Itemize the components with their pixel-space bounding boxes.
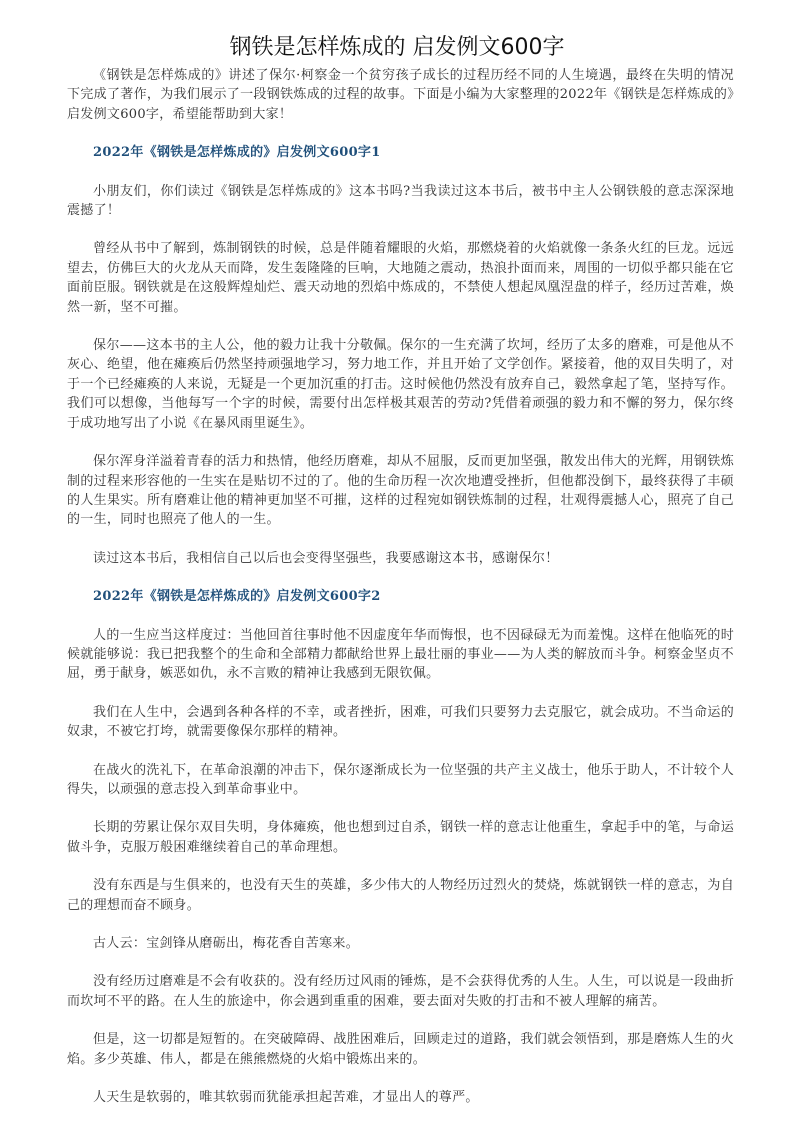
paragraph: 小朋友们，你们读过《钢铁是怎样炼成的》这本书吗?当我读过这本书后，被书中主人公钢铁般的意志深深地震撼了！ [67,183,734,219]
section-heading: 2022年《钢铁是怎样炼成的》启发例文600字2 [93,589,381,605]
document-body [67,66,734,1126]
paragraph: 保尔——这本书的主人公，他的毅力让我十分敬佩。保尔的一生充满了坎坷，经历了太多的磨难，可是他从不灰心、绝望，他在瘫痪后仍然坚持顽强地学习，努力地工作，并且开始了文学创作。紧接着，他的双目失明了，对于一个已经瘫痪的人来说，无疑是一个更加沉重的打击。这时候他仍然没有放弃自己，毅然拿起了笔，坚持写作。我们可以想像，当他每写一个字的时候，需要付出怎样极其艰苦的劳动?凭借着顽强的毅力和不懈的努力，保尔终于成功地写出了小说《在暴风雨里诞生》。 [67,338,734,431]
paragraph: 没有东西是与生俱来的，也没有天生的英雄，多少伟大的人物经历过烈火的焚烧，炼就钢铁一样的意志，为自己的理想而奋不顾身。 [67,878,734,913]
paragraph: 人天生是软弱的，唯其软弱而犹能承担起苦难，才显出人的尊严。 [93,1090,479,1106]
intro-paragraph: 《钢铁是怎样炼成的》讲述了保尔·柯察金一个贫穷孩子成长的过程历经不同的人生境遇，最终在失明的情况下完成了著作，为我们展示了一段钢铁炼成的过程的故事。下面是小编为大家整理的2022年《钢铁是怎样炼成的》启发例文600字，希望能帮助到大家！ [67,68,734,122]
paragraph: 在战火的洗礼下，在革命浪潮的冲击下，保尔逐渐成长为一位坚强的共产主义战士，他乐于助人，不计较个人得失，以顽强的意志投入到革命事业中。 [67,762,734,797]
paragraph: 曾经从书中了解到，炼制钢铁的时候，总是伴随着耀眼的火焰，那燃烧着的火焰就像一条条火红的巨龙。远远望去，仿佛巨大的火龙从天而降，发生轰隆隆的巨响，大地随之震动，热浪扑面而来，周围的一切似乎都只能在它面前臣服。钢铁就是在这般辉煌灿烂、震天动地的烈焰中炼成的，不禁使人想起凤凰涅盘的样子，经历过苦难，焕然一新，坚不可摧。 [67,241,734,315]
paragraph: 但是，这一切都是短暂的。在突破障碍、战胜困难后，回顾走过的道路，我们就会领悟到，那是磨炼人生的火焰。多少英雄、伟人，都是在熊熊燃烧的火焰中锻炼出来的。 [67,1032,734,1067]
section-2 [67,587,734,1107]
paragraph: 古人云：宝剑锋从磨砺出，梅花香自苦寒来。 [93,936,360,951]
paragraph: 长期的劳累让保尔双目失明，身体瘫痪，他也想到过自杀，钢铁一样的意志让他重生，拿起手中的笔，与命运做斗争，克服万般困难继续着自己的革命理想。 [67,820,734,855]
paragraph: 没有经历过磨难是不会有收获的。没有经历过风雨的锤炼，是不会获得优秀的人生。人生，可以说是一段曲折而坎坷不平的路。在人生的旅途中，你会遇到重重的困难，要去面对失败的打击和不被人理解的痛苦。 [67,974,734,1009]
document-title: 钢铁是怎样炼成的 启发例文600字 [229,35,565,60]
section-heading: 2022年《钢铁是怎样炼成的》启发例文600字1 [93,145,381,161]
paragraph: 人的一生应当这样度过：当他回首往事时他不因虚度年华而悔恨，也不因碌碌无为而羞愧。这样在他临死的时候就能够说：我已把我整个的生命和全部精力都献给世界上最壮丽的事业——为人类的解放而斗争。柯察金坚贞不屈，勇于献身，嫉恶如仇，永不言败的精神让我感到无限钦佩。 [67,627,734,682]
section-1 [67,143,734,568]
paragraph: 保尔浑身洋溢着青春的活力和热情，他经历磨难，却从不屈服，反而更加坚强，散发出伟大的光辉，用钢铁炼制的过程来形容他的一生实在是贴切不过的了。他的生命历程一次次地遭受挫折，但他都没倒下，最终获得了丰硕的人生果实。所有磨难让他的精神更加坚不可摧，这样的过程宛如钢铁炼制的过程，壮观得震撼人心，照亮了自己的一生，同时也照亮了他人的一生。 [67,454,734,528]
paragraph: 读过这本书后，我相信自己以后也会变得坚强些，我要感谢这本书，感谢保尔！ [93,550,559,566]
paragraph: 我们在人生中，会遇到各种各样的不幸，或者挫折，困难，可我们只要努力去克服它，就会成功。不当命运的奴隶，不被它打垮，就需要像保尔那样的精神。 [67,704,734,740]
